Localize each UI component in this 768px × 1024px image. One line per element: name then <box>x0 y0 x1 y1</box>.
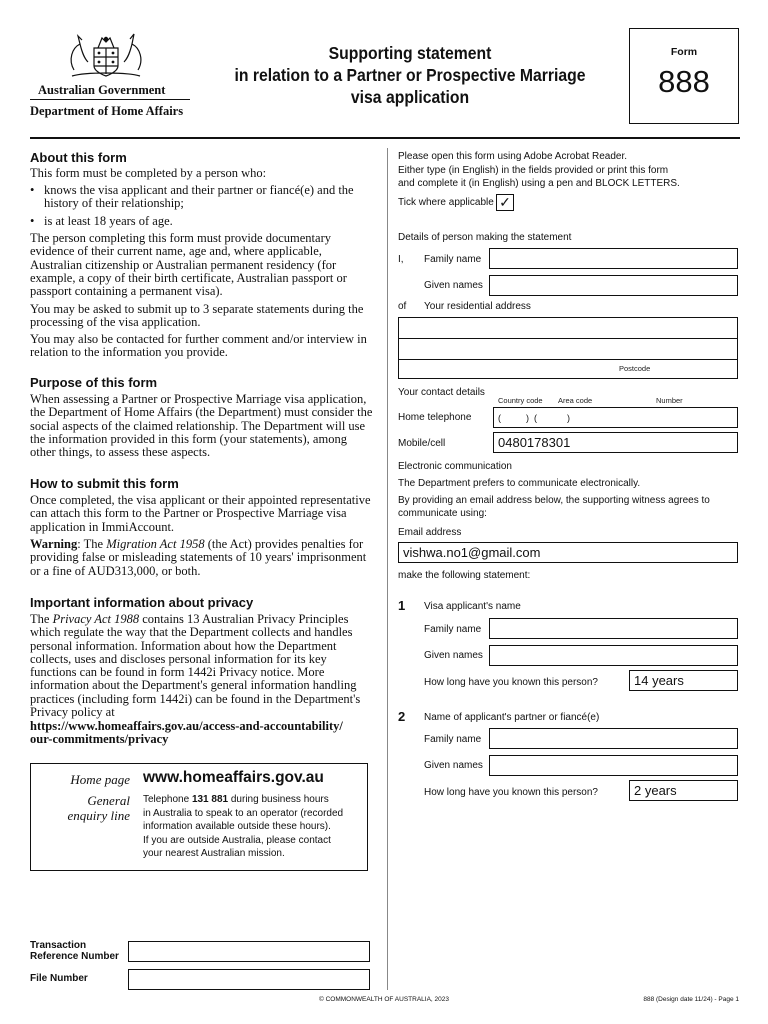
q2-label: Name of applicant's partner or fiancé(e) <box>424 712 600 723</box>
mobile-input[interactable]: 0480178301 <box>493 432 738 453</box>
country-code-label: Country code <box>498 396 543 405</box>
form-number: 888 <box>658 64 710 99</box>
header-divider <box>30 99 190 100</box>
department-name: Department of Home Affairs <box>30 104 184 118</box>
postcode-label: Postcode <box>619 364 651 373</box>
given-names-input[interactable] <box>489 275 738 296</box>
question-number: 2 <box>398 709 406 724</box>
form-label: Form <box>670 46 698 58</box>
privacy-heading: Important information about privacy <box>30 595 254 610</box>
about-intro: This form must be completed by a person who: <box>30 166 267 180</box>
transaction-label-line: Reference Number <box>30 951 119 962</box>
warning-label: Warning <box>30 537 78 551</box>
address-label: Your residential address <box>424 301 531 312</box>
area-code-label: Area code <box>558 396 593 405</box>
enquiry-line: If you are outside Australia, please contact <box>143 834 331 846</box>
file-number-label: File Number <box>30 973 88 984</box>
transaction-ref-input[interactable] <box>128 941 370 962</box>
enquiry-line: information available outside these hours). <box>143 821 331 832</box>
submit-para: Once completed, the visa applicant or their appointed representative can attach this form to the Partner or Prospective Marriage visa application in ImmiAccount. <box>30 493 371 534</box>
title-line: Supporting statement <box>328 43 492 63</box>
q2-given-label: Given names <box>424 760 483 771</box>
enquiry-label-line: General <box>87 793 130 808</box>
q2-family-label: Family name <box>424 734 482 745</box>
q1-known-input[interactable]: 14 years <box>629 670 738 691</box>
warning-text: (the Act) provides penalties for providing false or misleading statements of 10 years' imprisonment or a fine of AUD313,000, or both. <box>30 537 367 578</box>
q1-given-label: Given names <box>424 650 483 661</box>
transaction-label-line: Transaction <box>30 940 87 951</box>
question-number: 1 <box>398 598 406 613</box>
home-telephone-label: Home telephone <box>398 412 472 423</box>
q1-given-input[interactable] <box>489 645 738 666</box>
q2-family-input[interactable] <box>489 728 738 749</box>
warning-act-name: Migration Act 1958 <box>106 537 205 551</box>
q1-label: Visa applicant's name <box>424 601 521 612</box>
instruction-line: Either type (in English) in the fields provided or print this form <box>398 164 669 176</box>
q2-known-label: How long have you known this person? <box>424 787 598 798</box>
given-names-label: Given names <box>424 280 483 291</box>
column-divider <box>387 148 388 990</box>
title-line: in relation to a Partner or Prospective Marriage <box>234 65 586 85</box>
purpose-para: When assessing a Partner or Prospective Marriage visa application, the Department of Home Affairs (the Department) must consider the social aspects of the claimed relationship. The Department will use the information provided in this form (your statements), among other things, to assess these aspects. <box>30 392 373 460</box>
q1-family-label: Family name <box>424 624 482 635</box>
list-item: • is at least 18 years of age. <box>30 214 173 228</box>
transaction-ref-label <box>30 940 119 962</box>
privacy-act-name: Privacy Act 1988 <box>52 612 140 626</box>
details-label: Details of person making the statement <box>398 232 572 243</box>
government-name: Australian Government <box>38 83 166 97</box>
about-para-3: You may also be contacted for further comment and/or interview in relation to the information you provide. <box>30 332 367 360</box>
homepage-link[interactable]: www.homeaffairs.gov.au <box>143 769 324 786</box>
of-label: of <box>398 301 407 312</box>
enquiry-line: your nearest Australian mission. <box>143 848 285 859</box>
tick-label: Tick where applicable <box>398 197 494 208</box>
coat-of-arms-icon <box>66 30 146 80</box>
family-name-label: Family name <box>424 254 482 265</box>
enquiry-label-line: enquiry line <box>67 808 130 823</box>
telephone-number: 131 881 <box>191 794 229 805</box>
privacy-link-line[interactable]: https://www.homeaffairs.gov.au/access-and-accountability/ <box>30 719 343 733</box>
homepage-label: Home page <box>70 772 130 787</box>
i-label: I, <box>398 254 404 265</box>
title-line: visa application <box>350 87 470 107</box>
tick-example-checkbox: ✓ <box>496 194 514 211</box>
q2-known-input[interactable]: 2 years <box>629 780 738 801</box>
email-label: Email address <box>398 527 462 538</box>
warning-text: : The <box>77 537 107 551</box>
privacy-link-line[interactable]: our-commitments/privacy <box>30 732 169 747</box>
statement-label: make the following statement: <box>398 570 531 581</box>
instructions <box>398 150 738 191</box>
file-number-input[interactable] <box>128 969 370 990</box>
copyright: © COMMONWEALTH OF AUSTRALIA, 2023 <box>319 996 449 1003</box>
ecomm-label: Electronic communication <box>398 461 512 472</box>
enquiry-label <box>36 793 130 823</box>
purpose-heading: Purpose of this form <box>30 375 158 390</box>
q1-family-input[interactable] <box>489 618 738 639</box>
ecomm-consent-line: communicate using: <box>398 507 487 519</box>
instruction-line: Please open this form using Adobe Acrobat Reader. <box>398 151 628 162</box>
telephone-label: Telephone <box>143 794 192 805</box>
address-input[interactable] <box>398 317 738 379</box>
mobile-label: Mobile/cell <box>398 438 446 449</box>
ecomm-consent-line: By providing an email address below, the supporting witness agrees to <box>398 495 710 506</box>
page-title <box>221 42 599 108</box>
ecomm-consent <box>398 495 738 520</box>
email-input[interactable]: vishwa.no1@gmail.com <box>398 542 738 563</box>
q1-known-label: How long have you known this person? <box>424 677 598 688</box>
privacy-text: contains 13 Australian Privacy Principles which regulate the way that the Department collects and handles personal information. Information about how the Department collects, uses and discloses personal information for its key functions can be found in form 1442i Privacy notice. More information about the Department's general information handling practices (including form 1442i) can be found in the Department's Privacy policy at <box>30 612 361 720</box>
home-telephone-input[interactable]: ( ) ( ) <box>493 407 738 428</box>
list-item: • knows the visa applicant and their partner or fiancé(e) and the history of their relationship; <box>30 183 354 211</box>
header-rule <box>30 137 740 139</box>
submit-heading: How to submit this form <box>30 476 179 491</box>
family-name-input[interactable] <box>489 248 738 269</box>
about-para-1: The person completing this form must provide documentary evidence of their current name, age and, where applicable, Australian citizenship or Australian permanent residency (for example, a copy of their birth certificate, Australian passport or passport containing a permanent visa). <box>30 231 347 299</box>
number-label: Number <box>656 396 683 405</box>
enquiry-text <box>143 793 363 861</box>
bullet-text: is at least 18 years of age. <box>44 214 173 228</box>
about-heading: About this form <box>30 150 127 165</box>
instruction-line: and complete it (in English) using a pen and BLOCK LETTERS. <box>398 178 680 190</box>
page-info: 888 (Design date 11/24) - Page 1 <box>643 996 739 1003</box>
warning-para <box>30 538 375 578</box>
q2-given-input[interactable] <box>489 755 738 776</box>
bullet-text: knows the visa applicant and their partner or fiancé(e) and the history of their relationship; <box>44 183 354 211</box>
ecomm-text: The Department prefers to communicate electronically. <box>398 478 641 489</box>
contact-details-label: Your contact details <box>398 387 485 398</box>
privacy-para: The Privacy Act 1988 contains 13 Australian Privacy Principles which regulate the way that the Department collects and handles personal information. Information about how the Department collects, uses and discloses personal information for its key functions can be found in form 1442i Privacy notice. More information about the Department's general information handling practices (including form 1442i) can be found in the Department's Privacy policy at <box>30 612 361 720</box>
enquiry-line: in Australia to speak to an operator (recorded <box>143 807 344 819</box>
privacy-link[interactable] <box>30 720 375 747</box>
telephone-text: during business hours <box>228 794 329 805</box>
about-para-2: You may be asked to submit up to 3 separate statements during the processing of the visa application. <box>30 302 364 330</box>
